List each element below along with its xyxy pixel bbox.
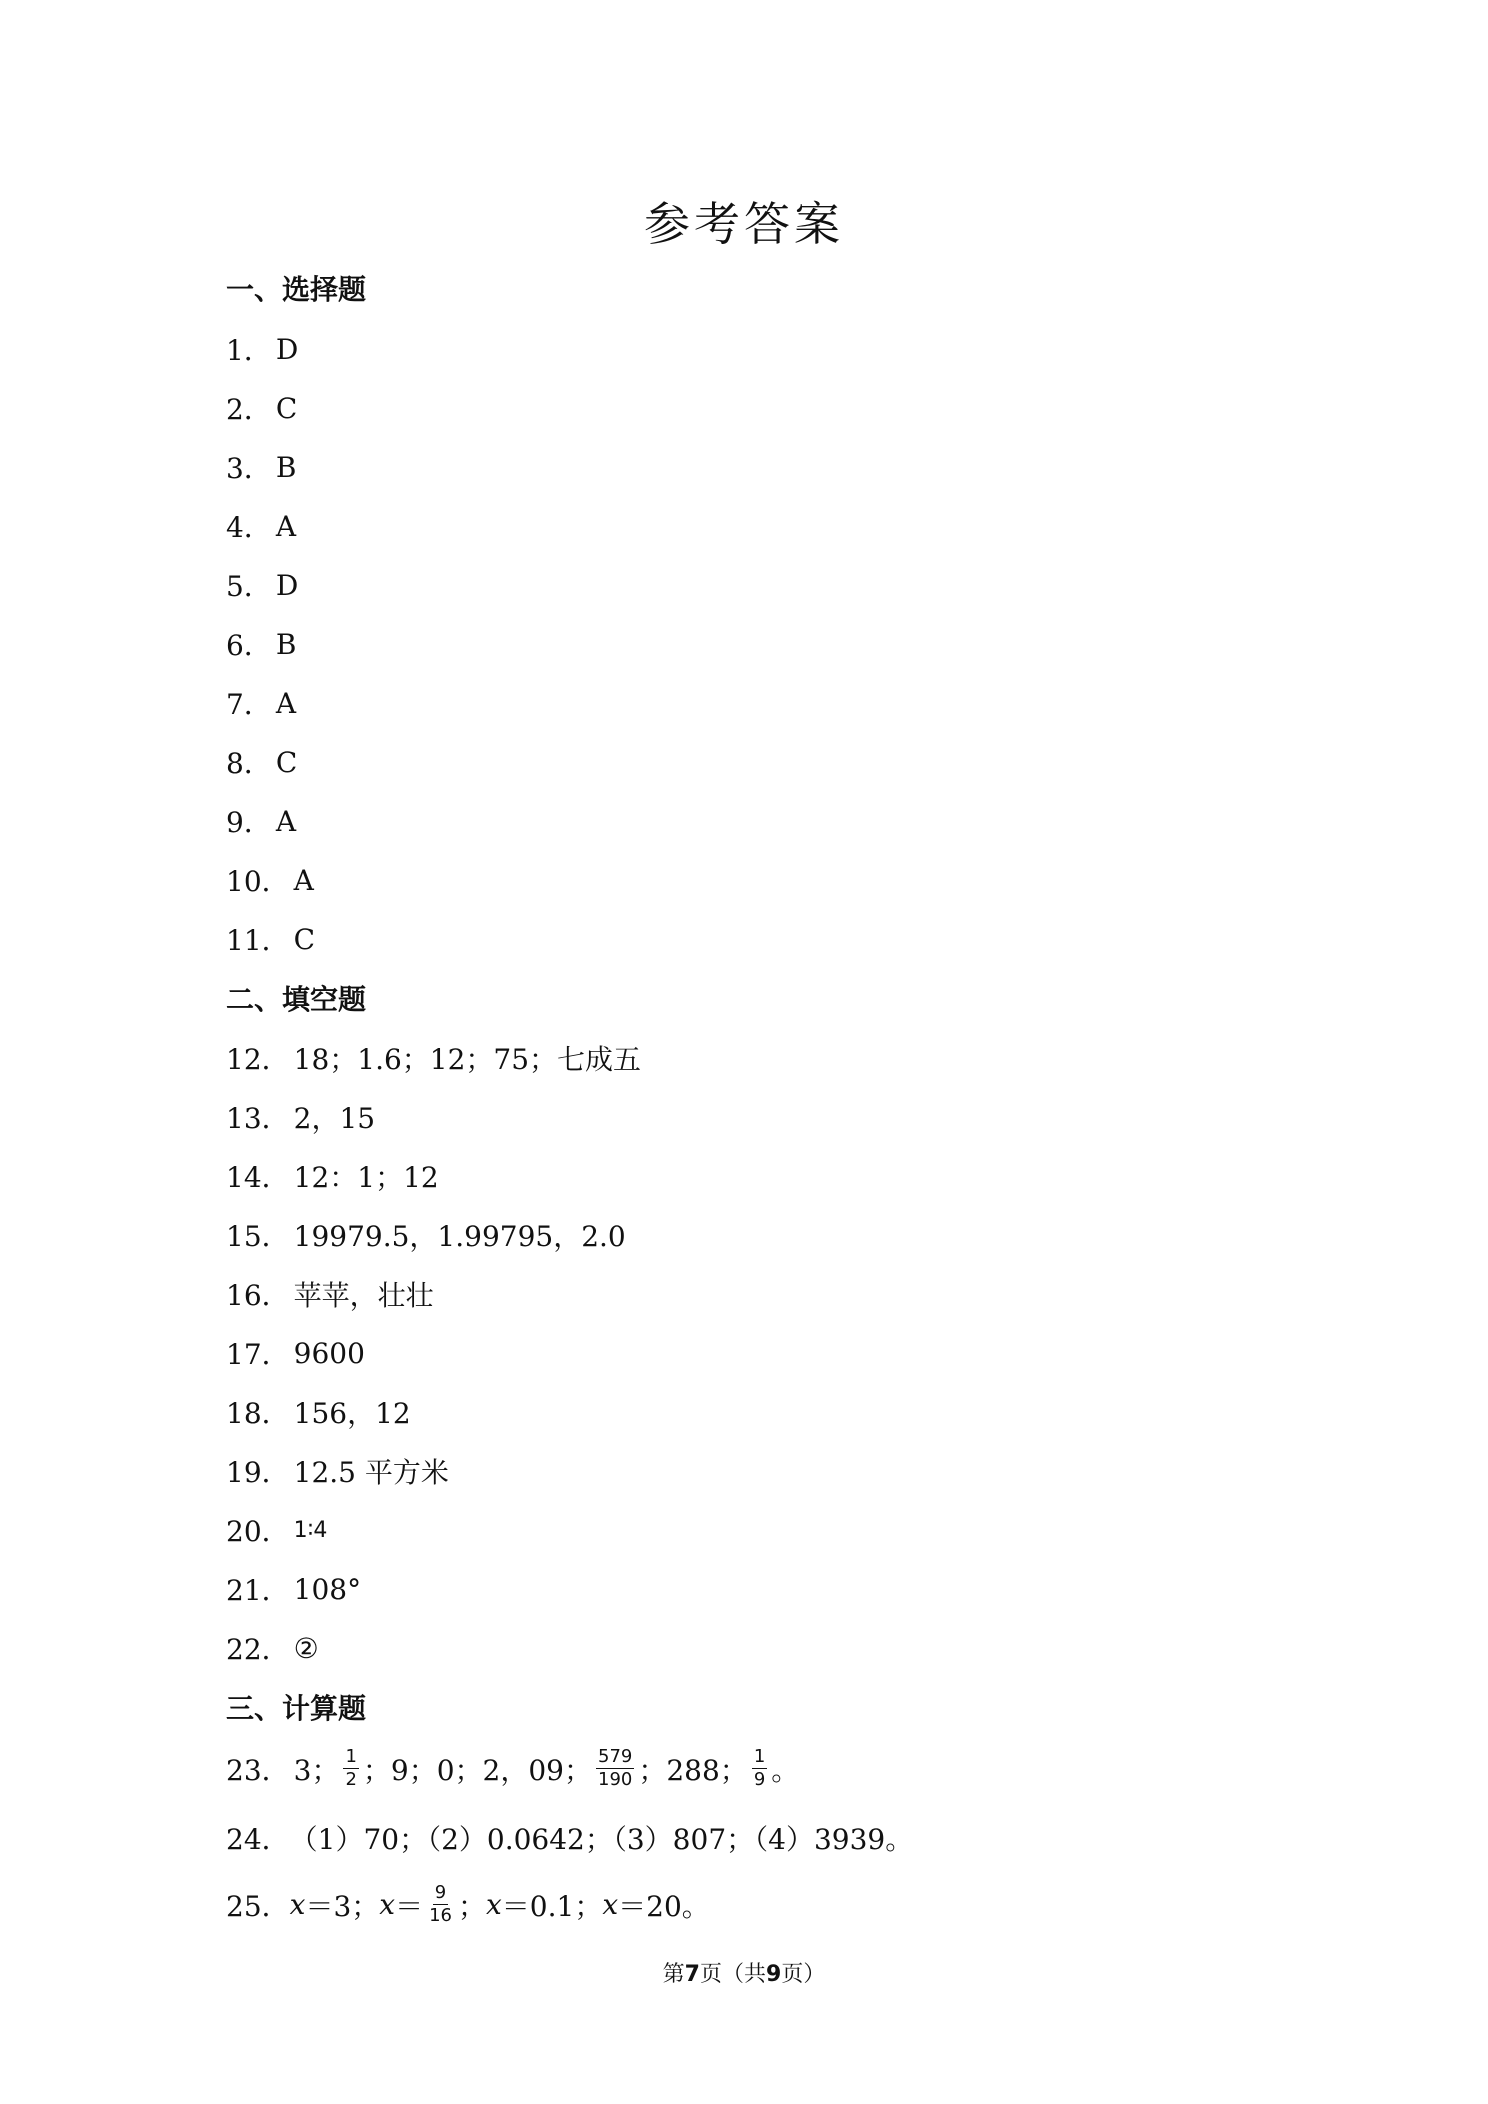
fraction — [752, 1748, 767, 1789]
answer-text: B — [275, 627, 297, 661]
question-number: 23． — [226, 1753, 290, 1787]
question-number: 16． — [226, 1279, 290, 1312]
fraction — [343, 1748, 358, 1789]
answer-text: ＝3； — [305, 1889, 380, 1923]
answer-line — [226, 1274, 434, 1314]
answer-line — [226, 919, 315, 959]
question-number: 17． — [226, 1338, 290, 1371]
question-number: 11． — [226, 924, 290, 957]
answer-text: B — [275, 450, 297, 484]
page-title: 参考答案 — [644, 197, 844, 251]
question-number: 15． — [226, 1220, 290, 1253]
answer-line — [226, 1628, 319, 1668]
question-number: 18． — [226, 1397, 290, 1430]
answer-text: A — [293, 863, 314, 897]
answer-line — [226, 1215, 626, 1255]
answer-text: ＝0.1； — [501, 1889, 603, 1923]
answer-text: 9600 — [293, 1336, 365, 1370]
answer-line-25 — [226, 1884, 710, 1925]
answer-line — [226, 1510, 327, 1550]
variable: x — [602, 1888, 619, 1921]
footer-text: 页） — [781, 1962, 826, 1987]
answer-text: 19979.5，1.99795，2.0 — [293, 1220, 626, 1253]
question-number: 14． — [226, 1161, 290, 1194]
denominator: 190 — [598, 1769, 633, 1790]
answer-text: ＝ — [395, 1889, 424, 1923]
answer-text: A — [275, 686, 297, 720]
numerator: 1 — [753, 1746, 766, 1767]
answer-line — [226, 1392, 411, 1432]
fraction — [427, 1884, 454, 1925]
question-number: 22． — [226, 1633, 290, 1666]
answer-line — [226, 565, 298, 605]
answer-text: A — [275, 804, 297, 838]
page-footer — [0, 1957, 1488, 1988]
answer-text: D — [275, 568, 299, 602]
answer-text: 156，12 — [293, 1397, 411, 1430]
fraction — [596, 1748, 634, 1789]
question-number: 7． — [226, 688, 272, 721]
denominator: 2 — [345, 1769, 357, 1790]
footer-text: 第 — [662, 1962, 685, 1987]
answer-text: 3； — [293, 1753, 340, 1787]
question-number: 13． — [226, 1102, 290, 1135]
question-number: 3． — [226, 452, 272, 485]
answer-line — [226, 1451, 449, 1491]
answer-line — [226, 860, 314, 900]
footer-text: 页（共 — [699, 1962, 766, 1987]
answer-text: D — [275, 332, 299, 366]
answer-text: ＝20。 — [618, 1889, 710, 1923]
answer-line — [226, 506, 296, 546]
answer-line-23 — [226, 1748, 799, 1789]
denominator: 9 — [753, 1769, 766, 1790]
answer-line — [226, 1038, 641, 1078]
question-number: 21． — [226, 1574, 290, 1607]
denominator: 16 — [429, 1905, 452, 1926]
answer-text: 1∶4 — [293, 1517, 328, 1543]
question-number: 8． — [226, 747, 272, 780]
answer-line — [226, 388, 297, 428]
question-number: 12． — [226, 1043, 290, 1076]
variable: x — [379, 1888, 396, 1921]
variable: x — [486, 1888, 502, 1921]
answer-line — [226, 1156, 439, 1196]
total-pages: 9 — [766, 1962, 782, 1987]
answer-text: ； — [457, 1889, 486, 1923]
page-number: 7 — [684, 1962, 700, 1987]
answer-text: ② — [293, 1631, 319, 1665]
answer-text: 苹苹，壮壮 — [293, 1279, 434, 1312]
question-number: 2． — [226, 393, 272, 426]
question-number: 10． — [226, 865, 290, 898]
answer-line — [226, 1569, 361, 1609]
answer-text: 108° — [293, 1572, 362, 1606]
question-number: 1． — [226, 334, 272, 367]
answer-text: A — [275, 509, 297, 543]
section-heading-choice: 一、选择题 — [226, 273, 367, 306]
question-number: 4． — [226, 511, 272, 544]
answer-text: 。 — [771, 1753, 800, 1787]
answer-line — [226, 742, 297, 782]
answer-line — [226, 801, 296, 841]
answer-line — [226, 329, 298, 369]
variable: x — [289, 1888, 306, 1921]
answer-text: C — [275, 745, 298, 779]
question-number: 20． — [226, 1515, 290, 1548]
numerator: 9 — [434, 1882, 447, 1903]
answer-line — [226, 1097, 375, 1137]
answer-line — [226, 447, 296, 487]
question-number: 19． — [226, 1456, 290, 1489]
question-number: 25． — [226, 1889, 290, 1923]
answer-text: ；9；0；2，09； — [362, 1753, 592, 1787]
answer-text: 2，15 — [293, 1102, 376, 1135]
answer-text: C — [275, 391, 298, 425]
question-number: 9． — [226, 806, 272, 839]
answer-line-24 — [226, 1818, 913, 1858]
answer-text: ；288； — [638, 1753, 748, 1787]
question-number: 5． — [226, 570, 272, 603]
answer-text: C — [293, 922, 316, 956]
answer-text: 12：1；12 — [293, 1161, 439, 1194]
numerator: 579 — [598, 1746, 633, 1767]
answer-line — [226, 624, 296, 664]
answer-text: （1）70；（2）0.0642；（3）807；（4）3939。 — [289, 1823, 914, 1856]
numerator: 1 — [345, 1746, 357, 1767]
answer-text: 12.5 平方米 — [293, 1456, 449, 1489]
section-heading-fill: 二、填空题 — [226, 983, 367, 1016]
answer-text: 18；1.6；12；75；七成五 — [293, 1043, 642, 1076]
answer-line — [226, 683, 296, 723]
question-number: 6． — [226, 629, 272, 662]
question-number: 24． — [226, 1823, 290, 1856]
answer-line — [226, 1333, 365, 1373]
section-heading-calc: 三、计算题 — [226, 1692, 367, 1725]
